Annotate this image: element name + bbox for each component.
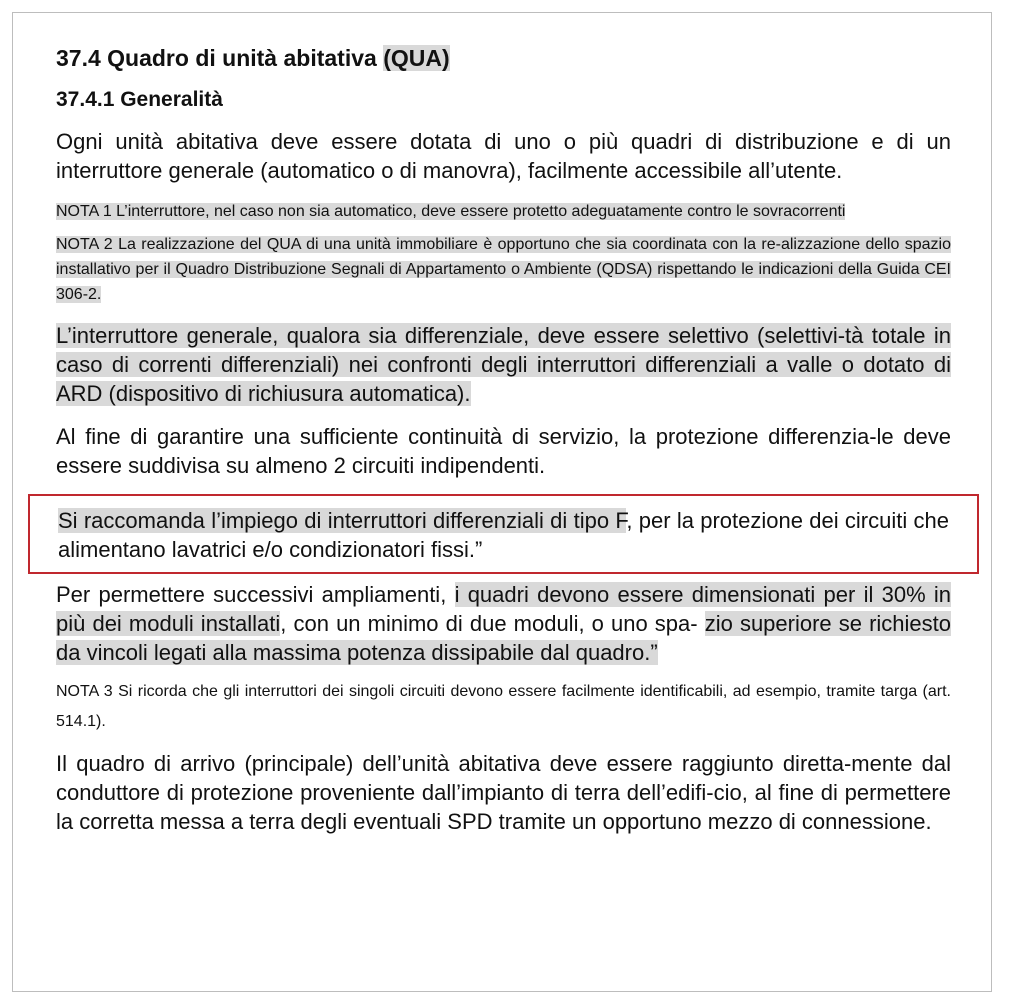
paragraph-5 [56, 580, 951, 667]
nota-2 [56, 232, 951, 307]
paragraph-4-part-a: Si raccomanda l’impiego di interruttori differenziali di tipo F [58, 508, 627, 533]
nota-1-text: NOTA 1 L’interruttore, nel caso non sia automatico, deve essere protetto adeguatamente contro le sovracorrenti [56, 203, 846, 220]
nota-2-text: NOTA 2 La realizzazione del QUA di una unità immobiliare è opportuno che sia coordinata con la re-alizzazione dello spazio installativo per il Quadro Distribuzione Segnali di Appartamento o Ambiente (QDSA) rispettando le indicazioni della Guida CEI 306-2. [56, 236, 951, 303]
document-page [12, 12, 992, 992]
paragraph-5-part-a: Per permettere successivi ampliamenti, [56, 582, 455, 607]
paragraph-5-part-c: , con un minimo di due moduli, o uno spa- [280, 611, 698, 636]
paragraph-5-part-d: zio superiore se richiesto da vincoli legati alla massima potenza dissipabile dal quadro.” [56, 611, 952, 665]
paragraph-5-part-b: i quadri devono essere dimensionati per il 30% in più dei moduli installati [56, 582, 951, 636]
section-title-number: 37.4 Quadro di unità abitativa [56, 45, 377, 71]
section-title [56, 41, 951, 75]
paragraph-2-text: L’interruttore generale, qualora sia differenziale, deve essere selettivo (selettivi-tà totale in caso di correnti differenziali) nei confronti degli interruttori differenziali a valle o dotato di ARD (dispositivo di richiusura automatica). [56, 323, 951, 406]
paragraph-1: Ogni unità abitativa deve essere dotata di uno o più quadri di distribuzione e di un interruttore generale (automatico o di manovra), facilmente accessibile all’utente. [56, 129, 951, 183]
nota-1 [56, 199, 951, 224]
paragraph-6: Il quadro di arrivo (principale) dell’unità abitativa deve essere raggiunto diretta-mente dal conduttore di protezione proveniente dall’impianto di terra dell’edifi-cio, al fine di permettere la corretta messa a terra degli eventuali SPD tramite un opportuno mezzo di connessione. [56, 751, 951, 834]
document-content [56, 41, 951, 836]
section-title-qua: (QUA) [383, 45, 450, 71]
paragraph-4-part-b: , per la protezione dei circuiti che alimentano lavatrici e/o condizionatori fissi.” [58, 508, 949, 562]
nota-3: NOTA 3 Si ricorda che gli interruttori dei singoli circuiti devono essere facilmente identificabili, ad esempio, tramite targa (art. 514.1). [56, 683, 951, 730]
paragraph-4 [58, 506, 949, 564]
paragraph-2 [56, 321, 951, 408]
subsection-title: 37.4.1 Generalità [56, 88, 223, 111]
paragraph-3: Al fine di garantire una sufficiente continuità di servizio, la protezione differenzia-le deve essere suddivisa su almeno 2 circuiti indipendenti. [56, 424, 951, 478]
highlighted-box [28, 494, 979, 574]
